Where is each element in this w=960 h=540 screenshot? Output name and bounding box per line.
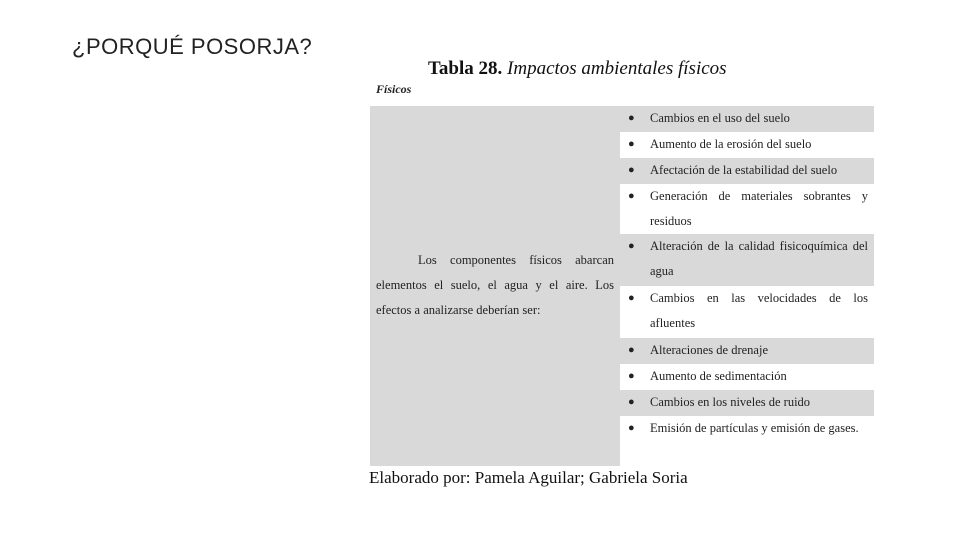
bullet-icon: ● [628, 292, 635, 304]
list-item [620, 416, 874, 466]
bullet-icon: ● [628, 240, 635, 252]
footer-credit: Elaborado por: Pamela Aguilar; Gabriela Soria [369, 468, 688, 487]
bullet-icon: ● [628, 370, 635, 382]
list-item-text: Cambios en el uso del suelo [650, 111, 790, 125]
bullet-icon: ● [628, 164, 635, 176]
table-caption-title: Impactos ambientales físicos [507, 58, 727, 79]
list-item-text: Aumento de la erosión del suelo [650, 137, 812, 151]
list-item-text: Alteraciones de drenaje [650, 343, 768, 357]
bullet-icon: ● [628, 422, 635, 434]
slide-title: ¿PORQUÉ POSORJA? [72, 34, 313, 59]
list-item-text: Alteración de la calidad fisicoquímica del agua [650, 239, 868, 278]
section-label: Físicos [376, 82, 412, 96]
list-item [620, 132, 874, 158]
list-item [620, 158, 874, 184]
table-left-cell [370, 106, 620, 466]
bullet-icon: ● [628, 190, 635, 202]
bullet-icon: ● [628, 344, 635, 356]
list-item-text: Emisión de partículas y emisión de gases. [650, 421, 859, 435]
list-item [620, 286, 874, 338]
list-item [620, 338, 874, 364]
list-item [620, 364, 874, 390]
table-right-column [620, 106, 874, 466]
list-item [620, 390, 874, 416]
list-item [620, 234, 874, 286]
impacts-table [370, 106, 874, 466]
list-item [620, 106, 874, 132]
bullet-icon: ● [628, 138, 635, 150]
list-item-text: Afectación de la estabilidad del suelo [650, 163, 838, 177]
table-caption [428, 58, 727, 80]
list-item-text: Cambios en los niveles de ruido [650, 395, 811, 409]
bullet-icon: ● [628, 396, 635, 408]
table-caption-number: Tabla 28. [428, 58, 503, 79]
list-item-text: Generación de materiales sobrantes y residuos [650, 189, 868, 228]
bullet-icon: ● [628, 112, 635, 124]
table-left-text: Los componentes físicos abarcan elementos el suelo, el agua y el aire. Los efectos a analizarse deberían ser: [376, 253, 614, 317]
list-item [620, 184, 874, 234]
list-item-text: Aumento de sedimentación [650, 369, 787, 383]
list-item-text: Cambios en las velocidades de los afluentes [650, 291, 868, 330]
